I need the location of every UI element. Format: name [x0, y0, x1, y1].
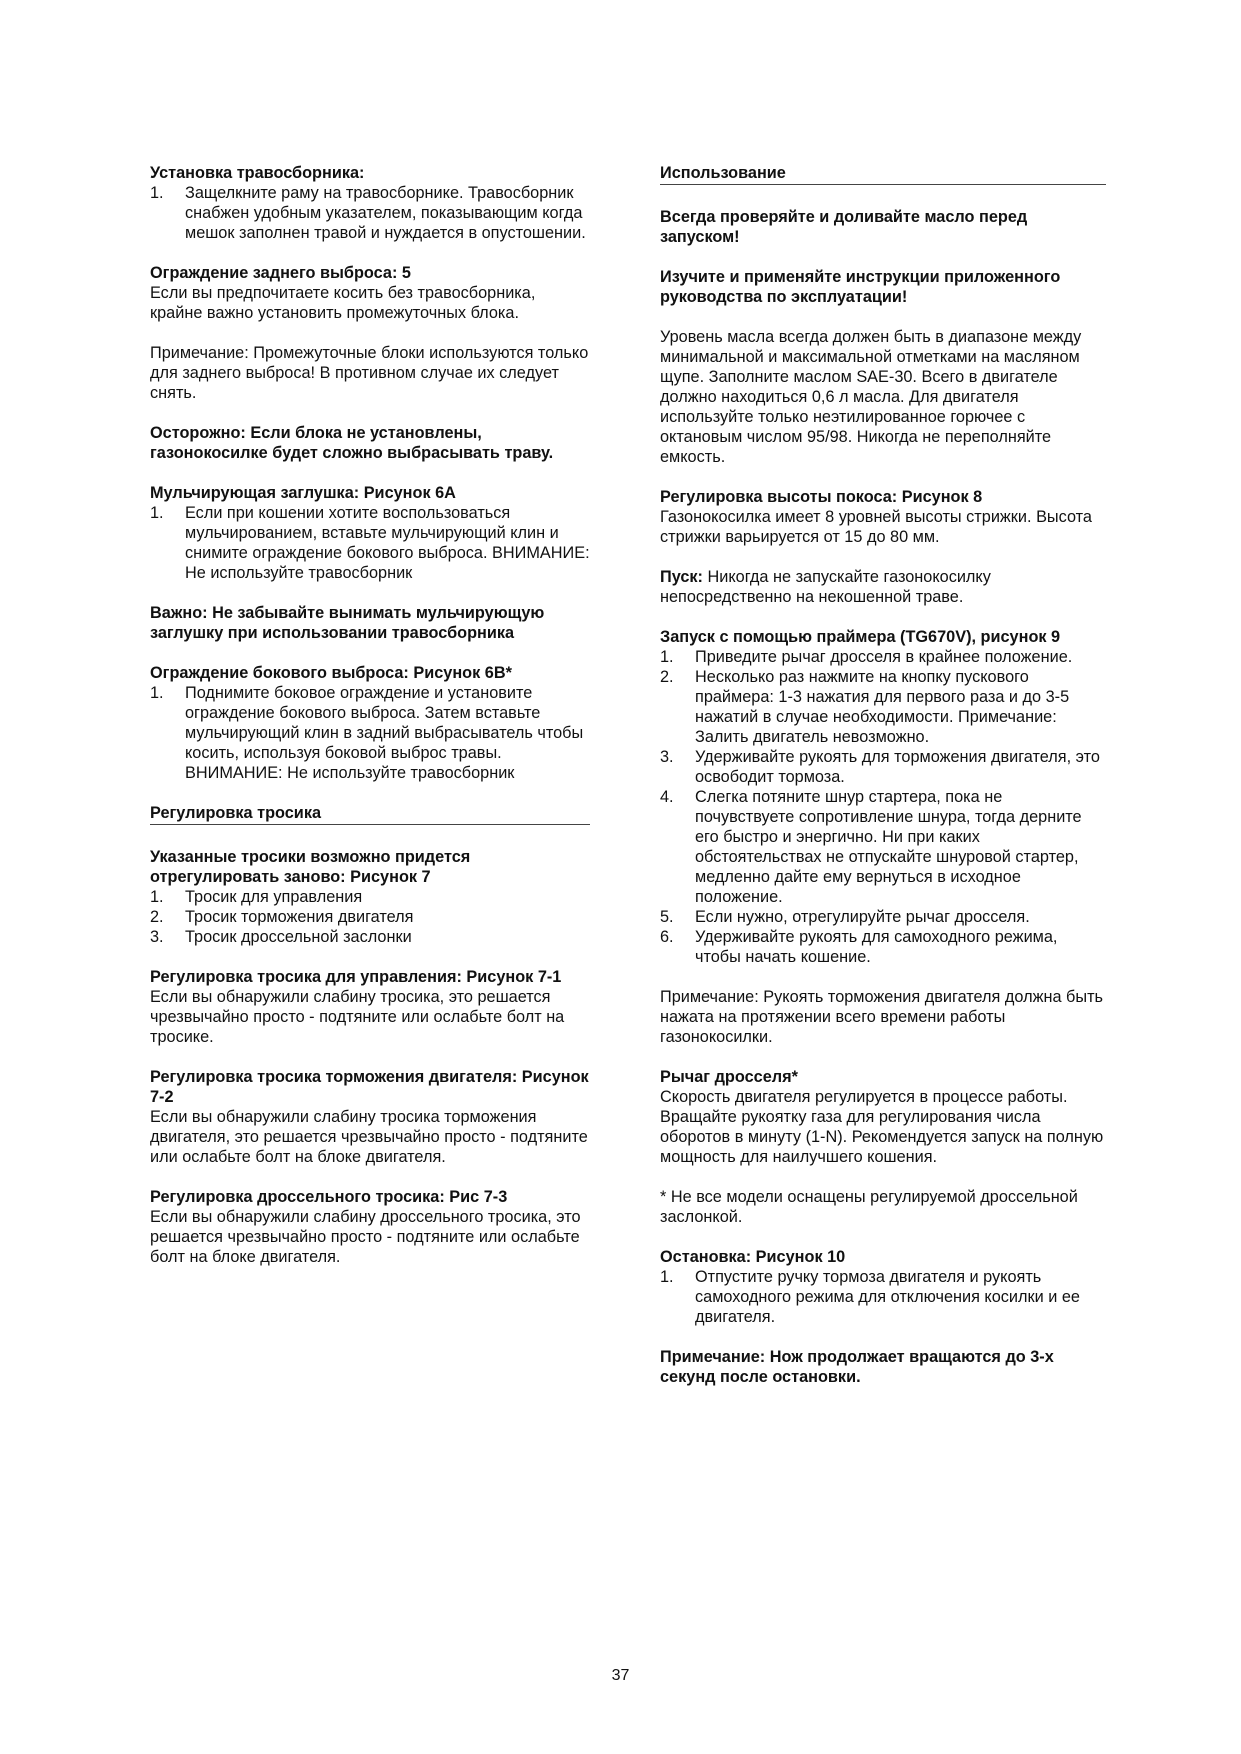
control-cable-text: Если вы обнаружили слабину тросика, это решается чрезвычайно просто - подтяните или ослабьте болт на тросике.: [150, 988, 565, 1046]
throttle-section: [660, 1067, 1106, 1167]
list-text: Приведите рычаг дросселя в крайнее положение.: [695, 648, 1073, 666]
list-number: 3.: [150, 928, 164, 946]
list-item: [150, 907, 590, 927]
mulch-plug-title: Мульчирующая заглушка: Рисунок 6A: [150, 484, 456, 502]
list-item: [150, 183, 590, 243]
list-text: Удерживайте рукоять для торможения двигателя, это освободит тормоза.: [695, 748, 1100, 786]
throttle-cable-section: [150, 1187, 590, 1267]
list-number: 4.: [660, 788, 674, 806]
list-item: [660, 907, 1106, 927]
height-text: Газонокосилка имеет 8 уровней высоты стрижки. Высота стрижки варьируется от 15 до 80 мм.: [660, 508, 1092, 546]
list-number: 1.: [150, 684, 164, 702]
page-number: 37: [611, 1667, 630, 1684]
list-text: Если нужно, отрегулируйте рычаг дросселя.: [695, 908, 1030, 926]
list-number: 6.: [660, 928, 674, 946]
oil-text: Уровень масла всегда должен быть в диапазоне между минимальной и максимальной отметками на масляном щупе. Заполните маслом SAE-30. Всего в двигателе должно находиться 0,6 л масла. Для двигателя используйте только неэтилированное горючее с октановым числом 95/98. Никогда не переполняйте емкость.: [660, 328, 1082, 466]
rear-guard-title: Ограждение заднего выброса: 5: [150, 264, 411, 282]
height-section: [660, 487, 1106, 547]
stop-list: [660, 1267, 1106, 1327]
cable-list: [150, 887, 590, 947]
throttle-text: Скорость двигателя регулируется в процессе работы. Вращайте рукоятку газа для регулирования числа оборотов в минуту (1-N). Рекомендуется запуск на полную мощность для наилучшего кошения.: [660, 1088, 1104, 1166]
primer-start-note: Примечание: Рукоять торможения двигателя должна быть нажата на протяжении всего времени работы газонокосилки.: [660, 988, 1104, 1046]
list-text: Тросик торможения двигателя: [185, 908, 414, 926]
list-text: Тросик дроссельной заслонки: [185, 928, 412, 946]
throttle-cable-title: Регулировка дроссельного тросика: Рис 7-3: [150, 1188, 508, 1206]
primer-start-list: [660, 647, 1106, 967]
check-oil-warning: Всегда проверяйте и доливайте масло перед запуском!: [660, 208, 1028, 246]
list-item: [660, 1267, 1106, 1327]
list-number: 3.: [660, 748, 674, 766]
brake-cable-text: Если вы обнаружили слабину тросика торможения двигателя, это решается чрезвычайно просто - подтяните или ослабьте болт на блоке двигателя.: [150, 1108, 588, 1166]
list-text: Удерживайте рукоять для самоходного режима, чтобы начать кошение.: [695, 928, 1058, 966]
primer-start-section: [660, 627, 1106, 967]
grass-catcher-list: [150, 183, 590, 243]
primer-start-title: Запуск с помощью праймера (TG670V), рисунок 9: [660, 628, 1061, 646]
side-guard-section: [150, 663, 590, 783]
rear-guard-section: [150, 263, 590, 323]
list-number: 5.: [660, 908, 674, 926]
list-number: 1.: [150, 504, 164, 522]
rear-guard-note: Примечание: Промежуточные блоки используются только для заднего выброса! В противном случае их следует снять.: [150, 344, 589, 402]
usage-header: Использование: [660, 163, 1106, 185]
cable-intro: Указанные тросики возможно придется отрегулировать заново: Рисунок 7: [150, 848, 471, 886]
list-text: Поднимите боковое ограждение и установите ограждение бокового выброса. Затем вставьте мульчирующий клин в задний выбрасыватель чтобы косить, используя боковой выброс травы. ВНИМАНИЕ: Не используйте травосборник: [185, 684, 584, 782]
stop-note: Примечание: Нож продолжает вращаются до 3-х секунд после остановки.: [660, 1348, 1054, 1386]
list-text: Отпустите ручку тормоза двигателя и рукоять самоходного режима для отключения косилки и ее двигателя.: [695, 1268, 1080, 1326]
list-number: 1.: [660, 648, 674, 666]
list-text: Слегка потяните шнур стартера, пока не почувствуете сопротивление шнура, тогда дерните его быстро и энергично. Ни при каких обстоятельствах не отпускайте шнуровой стартер, медленно дайте ему вернуться в исходное положение.: [695, 788, 1082, 906]
left-column: [150, 163, 590, 1287]
cable-section-header: Регулировка тросика: [150, 803, 590, 825]
throttle-title: Рычаг дросселя*: [660, 1068, 798, 1086]
list-item: [150, 887, 590, 907]
cable-intro-section: [150, 847, 590, 947]
list-item: [150, 503, 590, 583]
start-label: Пуск:: [660, 568, 703, 586]
right-column: [660, 163, 1106, 1387]
rear-guard-warning: Осторожно: Если блока не установлены, газонокосилке будет сложно выбрасывать траву.: [150, 424, 554, 462]
control-cable-title: Регулировка тросика для управления: Рисунок 7-1: [150, 968, 562, 986]
list-item: [660, 927, 1106, 967]
stop-section: [660, 1247, 1106, 1327]
list-item: [660, 647, 1106, 667]
brake-cable-title: Регулировка тросика торможения двигателя: Рисунок 7-2: [150, 1068, 589, 1106]
control-cable-section: [150, 967, 590, 1047]
mulch-plug-important: Важно: Не забывайте вынимать мульчирующую заглушку при использовании травосборника: [150, 604, 545, 642]
list-number: 2.: [150, 908, 164, 926]
rear-guard-text: Если вы предпочитаете косить без травосборника, крайне важно установить промежуточных блока.: [150, 284, 536, 322]
start-paragraph: [660, 567, 1106, 607]
list-text: Несколько раз нажмите на кнопку пускового праймера: 1-3 нажатия для первого раза и до 3-5 нажатий в случае необходимости. Примечание: Залить двигатель невозможно.: [695, 668, 1070, 746]
list-item: [150, 927, 590, 947]
list-text: Если при кошении хотите воспользоваться мульчированием, вставьте мульчирующий клин и снимите ограждение бокового выброса. ВНИМАНИЕ: Не используйте травосборник: [185, 504, 590, 582]
list-item: [660, 667, 1106, 747]
list-number: 1.: [660, 1268, 674, 1286]
read-manual-warning: Изучите и применяйте инструкции приложенного руководства по эксплуатации!: [660, 268, 1061, 306]
stop-title: Остановка: Рисунок 10: [660, 1248, 846, 1266]
list-text: Защелкните раму на травосборнике. Травосборник снабжен удобным указателем, показывающим когда мешок заполнен травой и нуждается в опустошении.: [185, 184, 586, 242]
height-title: Регулировка высоты покоса: Рисунок 8: [660, 488, 983, 506]
grass-catcher-title: Установка травосборника:: [150, 164, 365, 182]
list-item: [660, 787, 1106, 907]
list-number: 1.: [150, 184, 164, 202]
start-text: Никогда не запускайте газонокосилку непосредственно на некошенной траве.: [660, 568, 991, 606]
side-guard-list: [150, 683, 590, 783]
list-text: Тросик для управления: [185, 888, 363, 906]
list-item: [660, 747, 1106, 787]
brake-cable-section: [150, 1067, 590, 1167]
side-guard-title: Ограждение бокового выброса: Рисунок 6B*: [150, 664, 512, 682]
throttle-cable-text: Если вы обнаружили слабину дроссельного тросика, это решается чрезвычайно просто - подтяните или ослабьте болт на блоке двигателя.: [150, 1208, 581, 1266]
mulch-plug-section: [150, 483, 590, 583]
grass-catcher-section: [150, 163, 590, 243]
list-number: 1.: [150, 888, 164, 906]
mulch-plug-list: [150, 503, 590, 583]
throttle-footnote: * Не все модели оснащены регулируемой дроссельной заслонкой.: [660, 1188, 1078, 1226]
list-item: [150, 683, 590, 783]
list-number: 2.: [660, 668, 674, 686]
